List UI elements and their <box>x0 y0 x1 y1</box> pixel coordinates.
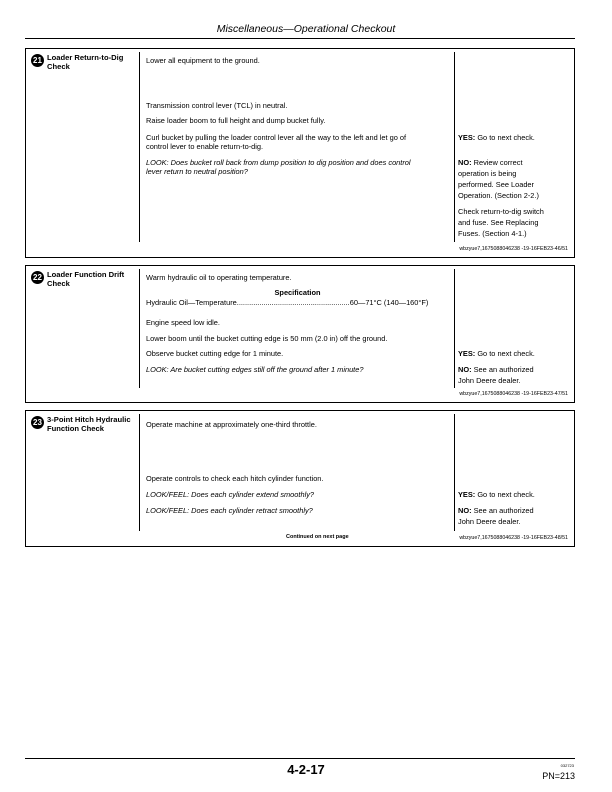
step-text: Lower all equipment to the ground. <box>146 56 260 65</box>
yes-result <box>458 490 535 499</box>
yes-text: Go to next check. <box>477 490 535 499</box>
section-title: 3-Point Hitch Hydraulic Function Check <box>47 415 131 433</box>
yes-label: YES: <box>458 490 476 499</box>
no-label: NO: <box>458 158 472 167</box>
look-feel-text: LOOK/FEEL: Does each cylinder extend smoothly? <box>146 490 315 499</box>
column-divider <box>139 414 140 531</box>
step-text: Curl bucket by pulling the loader control lever all the way to the left and let go of <box>146 133 407 142</box>
section-heading <box>31 270 137 288</box>
reference-code: wbzyue7,1675088046238 -19-16FEB23-48/51 <box>459 535 568 541</box>
yes-label: YES: <box>458 133 476 142</box>
no-result <box>458 158 523 167</box>
check-section-23 <box>25 410 575 547</box>
yes-result <box>458 133 535 142</box>
no-text: Review correct <box>473 158 523 167</box>
step-text: Engine speed low idle. <box>146 318 220 327</box>
extra-text: and fuse. See Replacing <box>458 218 539 227</box>
column-divider <box>454 414 455 531</box>
footer-rule <box>25 758 575 759</box>
extra-text: Check return-to-dig switch <box>458 207 544 216</box>
column-divider <box>139 269 140 388</box>
no-text: John Deere dealer. <box>458 376 521 385</box>
yes-text: Go to next check. <box>477 133 535 142</box>
no-text: Operation. (Section 2-2.) <box>458 191 539 200</box>
no-result <box>458 365 534 374</box>
no-text: performed. See Loader <box>458 180 535 189</box>
section-heading <box>31 53 137 71</box>
page-number: 4-2-17 <box>287 762 325 777</box>
specification-heading: Specification <box>274 288 321 297</box>
no-text: operation is being <box>458 169 517 178</box>
column-divider <box>139 52 140 242</box>
step-text: Raise loader boom to full height and dump bucket fully. <box>146 116 326 125</box>
yes-result <box>458 349 535 358</box>
check-section-21 <box>25 48 575 258</box>
yes-label: YES: <box>458 349 476 358</box>
continued-note: Continued on next page <box>286 534 349 540</box>
footer-code: 032723 <box>560 763 574 768</box>
header-rule <box>25 38 575 39</box>
no-label: NO: <box>458 506 472 515</box>
look-text: LOOK: Does bucket roll back from dump position to dig position and does control <box>146 158 411 167</box>
look-text: lever return to neutral position? <box>146 167 248 176</box>
reference-code: wbzyue7,1675088046238 -19-16FEB23-47/51 <box>459 391 568 397</box>
page-header-title: Miscellaneous—Operational Checkout <box>216 23 396 35</box>
section-number-badge: 23 <box>31 416 44 429</box>
step-text: Observe bucket cutting edge for 1 minute. <box>146 349 284 358</box>
step-text: control lever to enable return-to-dig. <box>146 142 264 151</box>
section-number-badge: 21 <box>31 54 44 67</box>
no-text: See an authorized <box>473 365 534 374</box>
step-text: Lower boom until the bucket cutting edge is 50 mm (2.0 in) off the ground. <box>146 334 388 343</box>
section-title: Loader Function Drift Check <box>47 270 125 288</box>
no-text: See an authorized <box>473 506 534 515</box>
part-number: PN=213 <box>542 771 575 781</box>
check-section-22 <box>25 265 575 403</box>
reference-code: wbzyue7,1675088046238 -19-16FEB23-46/51 <box>459 246 568 252</box>
specification-value: Hydraulic Oil—Temperature.......................................................60—71°C (140—160°F) <box>146 298 429 307</box>
look-text: LOOK: Are bucket cutting edges still off the ground after 1 minute? <box>146 365 364 374</box>
no-label: NO: <box>458 365 472 374</box>
extra-text: Fuses. (Section 4-1.) <box>458 229 527 238</box>
step-text: Operate machine at approximately one-third throttle. <box>146 420 317 429</box>
no-text: John Deere dealer. <box>458 517 521 526</box>
column-divider <box>454 269 455 388</box>
column-divider <box>454 52 455 242</box>
section-number-badge: 22 <box>31 271 44 284</box>
section-title: Loader Return-to-Dig Check <box>47 53 124 71</box>
no-result <box>458 506 534 515</box>
step-text: Operate controls to check each hitch cylinder function. <box>146 474 324 483</box>
yes-text: Go to next check. <box>477 349 535 358</box>
look-feel-text: LOOK/FEEL: Does each cylinder retract smoothly? <box>146 506 313 515</box>
section-heading <box>31 415 137 433</box>
step-text: Transmission control lever (TCL) in neutral. <box>146 101 288 110</box>
step-text: Warm hydraulic oil to operating temperature. <box>146 273 292 282</box>
